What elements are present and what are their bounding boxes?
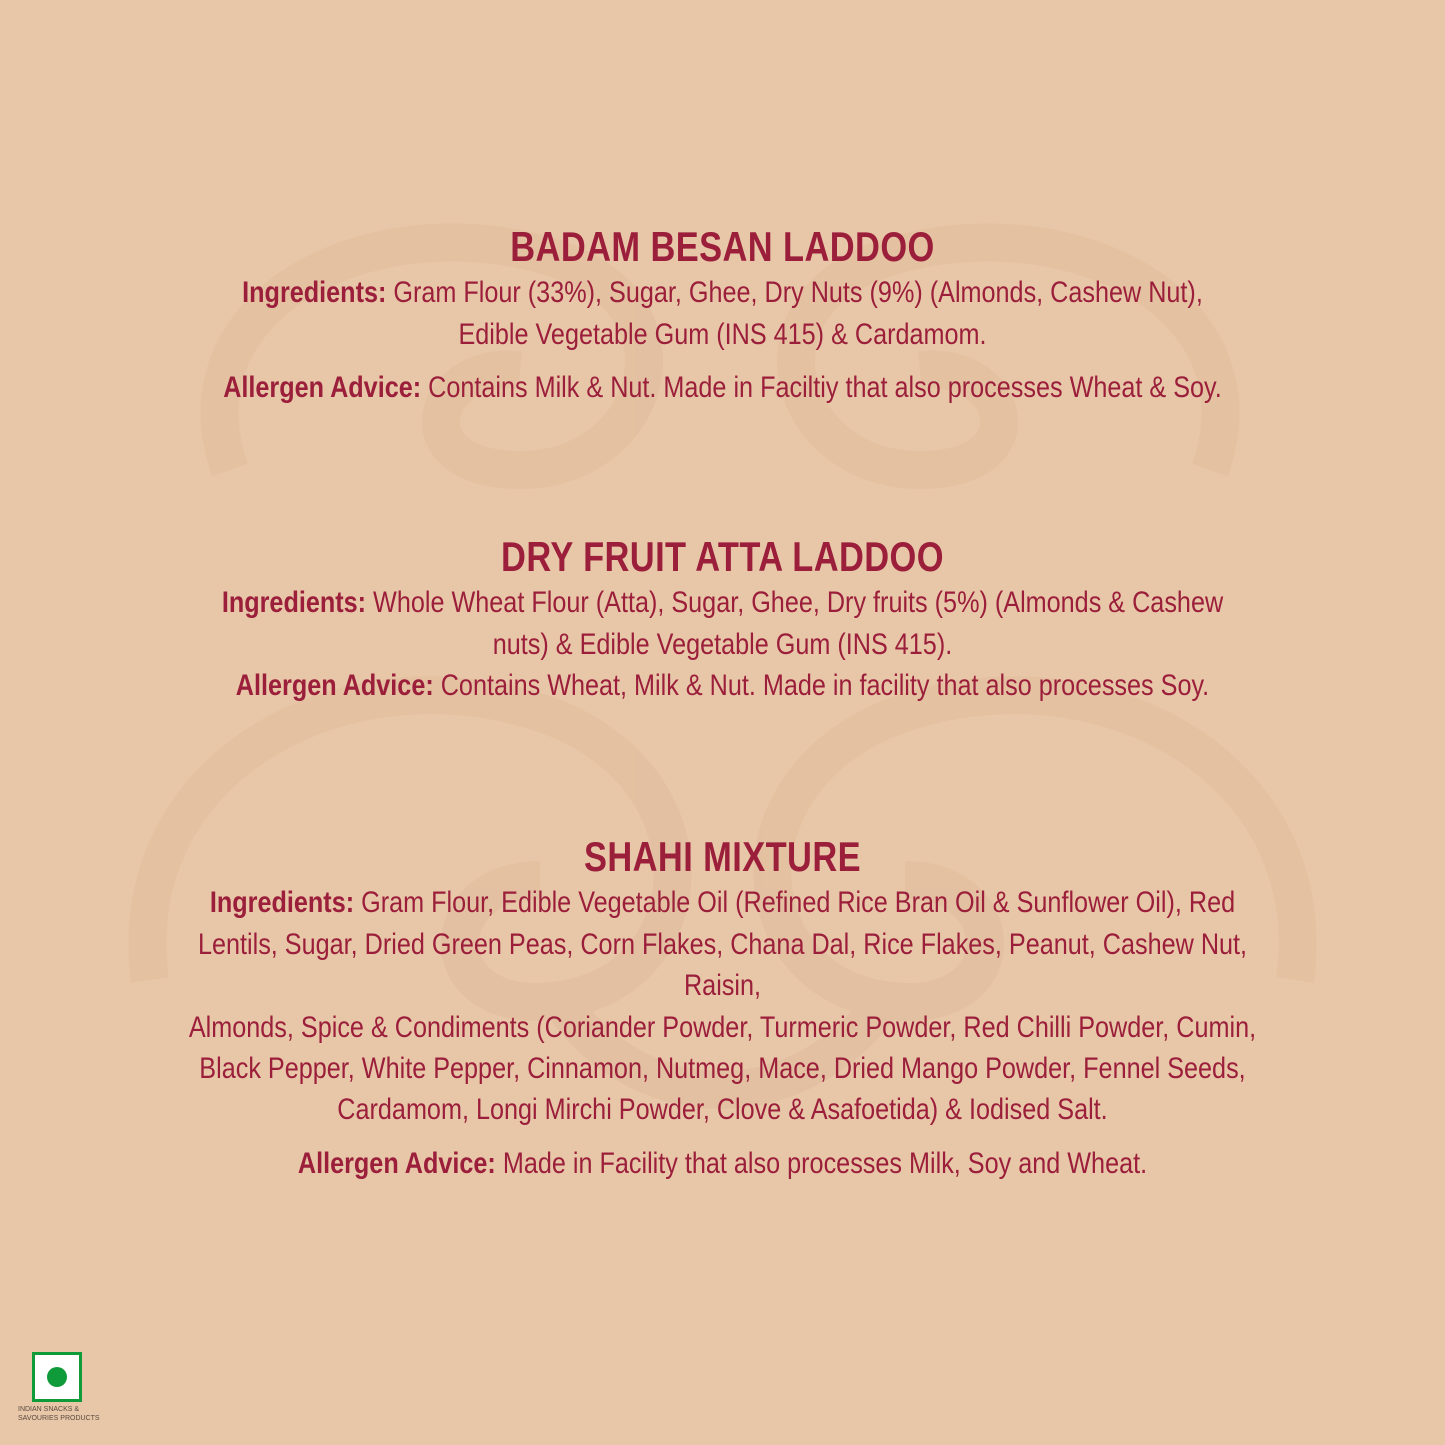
vegetarian-dot-icon <box>47 1367 67 1387</box>
allergen-label: Allergen Advice: <box>235 669 434 703</box>
product-title: BADAM BESAN LADDOO <box>510 223 935 270</box>
ingredients-text: Almonds, Spice & Condiments (Coriander Powder, Turmeric Powder, Red Chilli Powder, Cumin, <box>188 1010 1257 1044</box>
allergen-label: Allergen Advice: <box>297 1146 496 1180</box>
allergen-text: Made in Facility that also processes Milk, Soy and Wheat. <box>502 1146 1148 1180</box>
ingredients-text: Lentils, Sugar, Dried Green Peas, Corn Flakes, Chana Dal, Rice Flakes, Peanut, Cashew Nut, Raisin, <box>197 927 1248 1003</box>
product-title: SHAHI MIXTURE <box>583 833 862 880</box>
product-title: DRY FRUIT ATTA LADDOO <box>501 533 944 580</box>
product-section-dry-fruit-atta-laddoo <box>70 532 1375 707</box>
ingredients-label: Ingredients: <box>209 886 355 920</box>
allergen-paragraph <box>174 367 1270 408</box>
ingredients-text: Edible Vegetable Gum (INS 415) & Cardamom. <box>458 317 987 351</box>
veg-caption-line: SAVOURIES PRODUCTS <box>18 1414 100 1422</box>
product-section-shahi-mixture <box>70 832 1375 1184</box>
ingredients-text: Gram Flour (33%), Sugar, Ghee, Dry Nuts (9%) (Almonds, Cashew Nut), <box>393 276 1203 310</box>
ingredients-paragraph <box>174 272 1270 355</box>
ingredients-paragraph <box>174 582 1270 665</box>
ingredients-text: Whole Wheat Flour (Atta), Sugar, Ghee, Dry fruits (5%) (Almonds & Cashew <box>373 586 1224 620</box>
ingredients-paragraph <box>174 882 1270 1130</box>
veg-symbol-caption <box>18 1406 128 1424</box>
ingredients-text: Cardamom, Longi Mirchi Powder, Clove & Asafoetida) & Iodised Salt. <box>337 1093 1108 1127</box>
ingredients-label: Ingredients: <box>221 586 367 620</box>
ingredients-text: Black Pepper, White Pepper, Cinnamon, Nutmeg, Mace, Dried Mango Powder, Fennel Seeds, <box>199 1051 1246 1085</box>
ingredients-text: nuts) & Edible Vegetable Gum (INS 415). <box>492 627 953 661</box>
veg-caption-line: INDIAN SNACKS & <box>18 1406 80 1413</box>
product-section-badam-besan-laddoo <box>70 222 1375 409</box>
allergen-label: Allergen Advice: <box>223 371 422 405</box>
allergen-text: Contains Milk & Nut. Made in Faciltiy that also processes Wheat & Soy. <box>428 371 1222 405</box>
ingredients-text: Gram Flour, Edible Vegetable Oil (Refined Rice Bran Oil & Sunflower Oil), Red <box>361 886 1236 920</box>
allergen-text: Contains Wheat, Milk & Nut. Made in facility that also processes Soy. <box>440 669 1210 703</box>
vegetarian-mark-icon <box>32 1352 82 1402</box>
ingredients-label: Ingredients: <box>242 276 387 310</box>
allergen-paragraph <box>174 665 1270 706</box>
allergen-paragraph <box>174 1143 1270 1184</box>
